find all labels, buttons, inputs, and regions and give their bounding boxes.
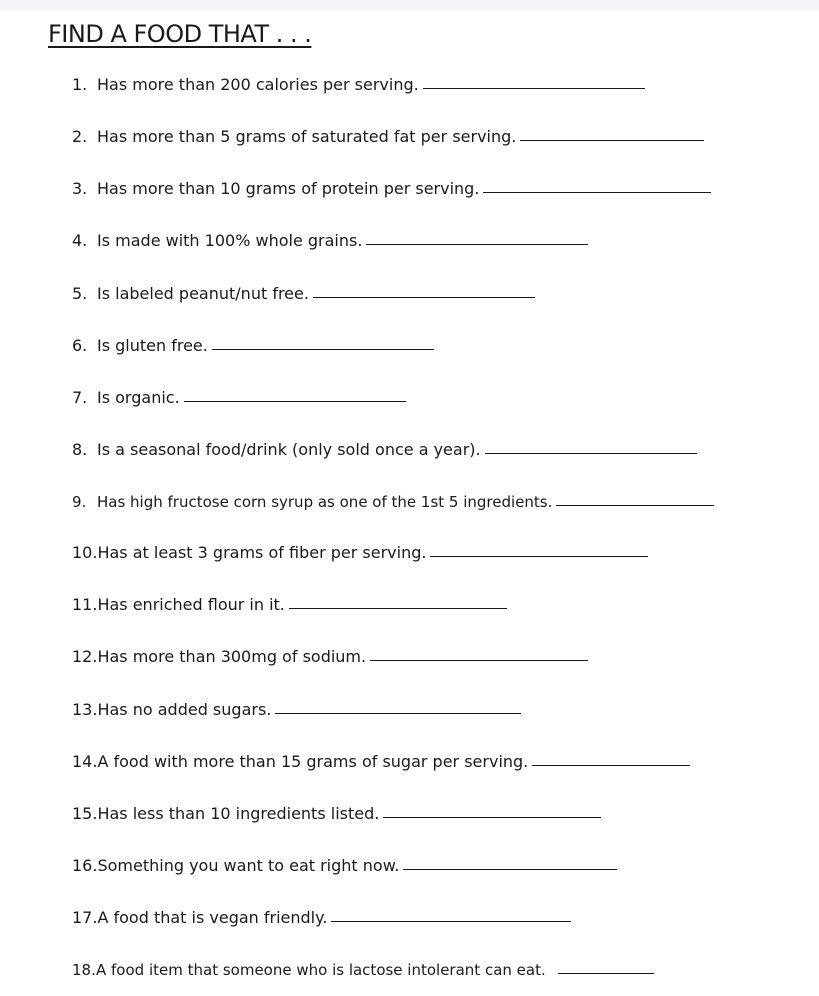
item-text: A food with more than 15 grams of sugar per serving. bbox=[97, 752, 529, 771]
list-item bbox=[72, 176, 711, 198]
list-item bbox=[72, 385, 406, 407]
item-number: 8. bbox=[72, 440, 88, 459]
item-number: 2. bbox=[72, 127, 88, 146]
list-item bbox=[72, 644, 588, 666]
list-item bbox=[72, 592, 507, 614]
item-text: A food item that someone who is lactose intolerant can eat. bbox=[96, 961, 546, 979]
list-item bbox=[72, 124, 704, 146]
list-item bbox=[72, 905, 571, 927]
item-text: Is gluten free. bbox=[97, 336, 208, 355]
answer-blank[interactable] bbox=[331, 920, 571, 922]
answer-blank[interactable] bbox=[556, 504, 714, 506]
item-number: 14. bbox=[72, 752, 98, 771]
list-item bbox=[72, 72, 645, 94]
item-text: Has more than 300mg of sodium. bbox=[97, 647, 367, 666]
item-text: Is a seasonal food/drink (only sold once a year). bbox=[97, 440, 481, 459]
item-number: 9. bbox=[72, 493, 87, 511]
answer-blank[interactable] bbox=[370, 659, 588, 661]
answer-blank[interactable] bbox=[403, 868, 617, 870]
item-number: 10. bbox=[72, 543, 98, 562]
answer-blank[interactable] bbox=[366, 243, 588, 245]
worksheet-title: FIND A FOOD THAT . . . bbox=[48, 20, 312, 48]
item-text: Is labeled peanut/nut free. bbox=[97, 284, 309, 303]
list-item bbox=[72, 801, 601, 823]
list-item bbox=[72, 228, 588, 250]
list-item bbox=[72, 697, 521, 719]
item-number: 3. bbox=[72, 179, 88, 198]
list-item bbox=[72, 749, 690, 771]
item-text: Has less than 10 ingredients listed. bbox=[97, 804, 380, 823]
item-text: A food that is vegan friendly. bbox=[97, 908, 328, 927]
answer-blank[interactable] bbox=[313, 296, 535, 298]
item-text: Has at least 3 grams of fiber per serving. bbox=[97, 543, 427, 562]
answer-blank[interactable] bbox=[289, 607, 507, 609]
answer-blank[interactable] bbox=[485, 452, 697, 454]
list-item bbox=[72, 489, 714, 511]
list-item bbox=[72, 957, 654, 979]
list-item bbox=[72, 437, 697, 459]
item-text: Is organic. bbox=[97, 388, 180, 407]
answer-blank[interactable] bbox=[212, 348, 434, 350]
item-number: 12. bbox=[72, 647, 98, 666]
list-item bbox=[72, 281, 535, 303]
item-number: 11. bbox=[72, 595, 98, 614]
item-number: 18. bbox=[72, 961, 96, 979]
list-item bbox=[72, 333, 434, 355]
item-text: Has more than 200 calories per serving. bbox=[97, 75, 419, 94]
item-text: Has more than 5 grams of saturated fat per serving. bbox=[97, 127, 517, 146]
answer-blank[interactable] bbox=[430, 555, 648, 557]
list-item bbox=[72, 853, 617, 875]
answer-blank[interactable] bbox=[483, 191, 711, 193]
item-number: 16. bbox=[72, 856, 98, 875]
item-text: Something you want to eat right now. bbox=[97, 856, 400, 875]
item-text: Is made with 100% whole grains. bbox=[97, 231, 363, 250]
item-text: Has no added sugars. bbox=[97, 700, 272, 719]
answer-blank[interactable] bbox=[423, 87, 645, 89]
item-number: 17. bbox=[72, 908, 98, 927]
list-item bbox=[72, 540, 648, 562]
item-number: 6. bbox=[72, 336, 88, 355]
answer-blank[interactable] bbox=[532, 764, 690, 766]
answer-blank[interactable] bbox=[383, 816, 601, 818]
item-number: 5. bbox=[72, 284, 88, 303]
answer-blank[interactable] bbox=[520, 139, 704, 141]
answer-blank[interactable] bbox=[184, 400, 406, 402]
item-number: 13. bbox=[72, 700, 98, 719]
item-number: 4. bbox=[72, 231, 88, 250]
item-number: 7. bbox=[72, 388, 88, 407]
item-number: 1. bbox=[72, 75, 88, 94]
item-text: Has high fructose corn syrup as one of the 1st 5 ingredients. bbox=[97, 493, 553, 511]
item-text: Has more than 10 grams of protein per serving. bbox=[97, 179, 480, 198]
item-text: Has enriched flour in it. bbox=[97, 595, 285, 614]
item-number: 15. bbox=[72, 804, 98, 823]
answer-blank[interactable] bbox=[275, 712, 521, 714]
answer-blank[interactable] bbox=[558, 972, 654, 974]
